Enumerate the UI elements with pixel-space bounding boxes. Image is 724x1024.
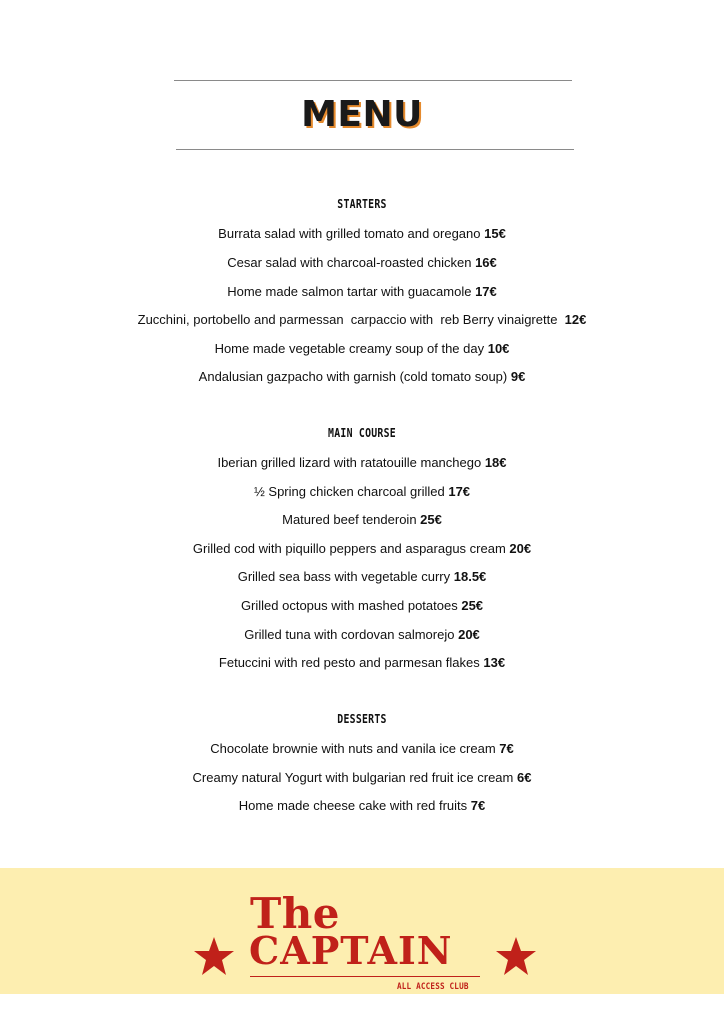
item-name: Grilled octopus with mashed potatoes bbox=[240, 598, 462, 613]
menu-item bbox=[0, 369, 724, 384]
item-price: 7€ bbox=[499, 741, 514, 756]
item-price: 9€ bbox=[510, 369, 526, 384]
menu-item bbox=[0, 655, 724, 670]
item-price: 7€ bbox=[470, 798, 486, 813]
item-name: Home made salmon tartar with guacamole bbox=[227, 284, 476, 299]
item-name: Grilled sea bass with vegetable curry bbox=[237, 569, 454, 584]
logo-tagline: ALL ACCESS CLUB bbox=[397, 982, 469, 992]
item-name: Matured beef tenderoin bbox=[282, 512, 421, 527]
menu-item bbox=[0, 512, 724, 527]
item-name: Grilled tuna with cordovan salmorejo bbox=[244, 627, 459, 642]
star-icon bbox=[192, 935, 236, 977]
item-name: Andalusian gazpacho with garnish (cold tomato soup) bbox=[198, 369, 511, 384]
menu-item bbox=[0, 455, 724, 470]
menu-item bbox=[0, 484, 724, 499]
menu-item bbox=[0, 255, 724, 270]
item-name: Creamy natural Yogurt with bulgarian red fruit ice cream bbox=[192, 770, 517, 785]
item-price: 13€ bbox=[483, 655, 506, 670]
item-price: 17€ bbox=[448, 484, 471, 499]
menu-item bbox=[0, 798, 724, 813]
menu-item bbox=[0, 770, 724, 785]
item-name: Burrata salad with grilled tomato and oregano bbox=[218, 226, 485, 241]
menu-item bbox=[0, 226, 724, 241]
menu-item bbox=[0, 569, 724, 584]
logo-underline bbox=[250, 976, 480, 977]
section-heading-desserts: DESSERTS bbox=[337, 712, 387, 726]
item-name: Chocolate brownie with nuts and vanila ice cream bbox=[210, 741, 500, 756]
item-price: 17€ bbox=[475, 284, 497, 299]
menu-item bbox=[0, 741, 724, 756]
item-price: 25€ bbox=[420, 512, 442, 527]
item-name: Iberian grilled lizard with ratatouille manchego bbox=[217, 455, 485, 470]
menu-item bbox=[0, 341, 724, 356]
item-price: 6€ bbox=[516, 770, 532, 785]
item-price: 15€ bbox=[484, 226, 506, 241]
menu-item bbox=[0, 541, 724, 556]
item-name: Home made cheese cake with red fruits bbox=[238, 798, 471, 813]
logo-captain: CAPTAIN bbox=[249, 928, 453, 973]
item-name: Fetuccini with red pesto and parmesan flakes bbox=[218, 655, 484, 670]
item-price: 18€ bbox=[484, 455, 507, 470]
menu-item bbox=[0, 598, 724, 613]
item-name: Home made vegetable creamy soup of the day bbox=[214, 341, 488, 356]
item-name: Grilled cod with piquillo peppers and asparagus cream bbox=[192, 541, 510, 556]
menu-item bbox=[0, 312, 724, 327]
menu-title: MENU bbox=[301, 94, 423, 135]
menu-item bbox=[0, 284, 724, 299]
bottom-divider bbox=[176, 149, 574, 150]
item-price: 10€ bbox=[487, 341, 510, 356]
item-price: 12€ bbox=[564, 312, 587, 327]
item-name: ½ Spring chicken charcoal grilled bbox=[253, 484, 449, 499]
item-price: 18.5€ bbox=[453, 569, 487, 584]
item-price: 16€ bbox=[475, 255, 497, 270]
star-icon bbox=[494, 935, 538, 977]
item-price: 20€ bbox=[509, 541, 532, 556]
top-divider bbox=[174, 80, 572, 81]
section-heading-starters: STARTERS bbox=[337, 197, 387, 211]
section-heading-main-course: MAIN COURSE bbox=[328, 426, 396, 440]
item-price: 20€ bbox=[458, 627, 480, 642]
item-name: Zucchini, portobello and parmessan carpaccio with reb Berry vinaigrette bbox=[137, 312, 565, 327]
menu-item bbox=[0, 627, 724, 642]
item-name: Cesar salad with charcoal-roasted chicken bbox=[227, 255, 476, 270]
item-price: 25€ bbox=[461, 598, 484, 613]
logo-the: The bbox=[250, 889, 341, 938]
